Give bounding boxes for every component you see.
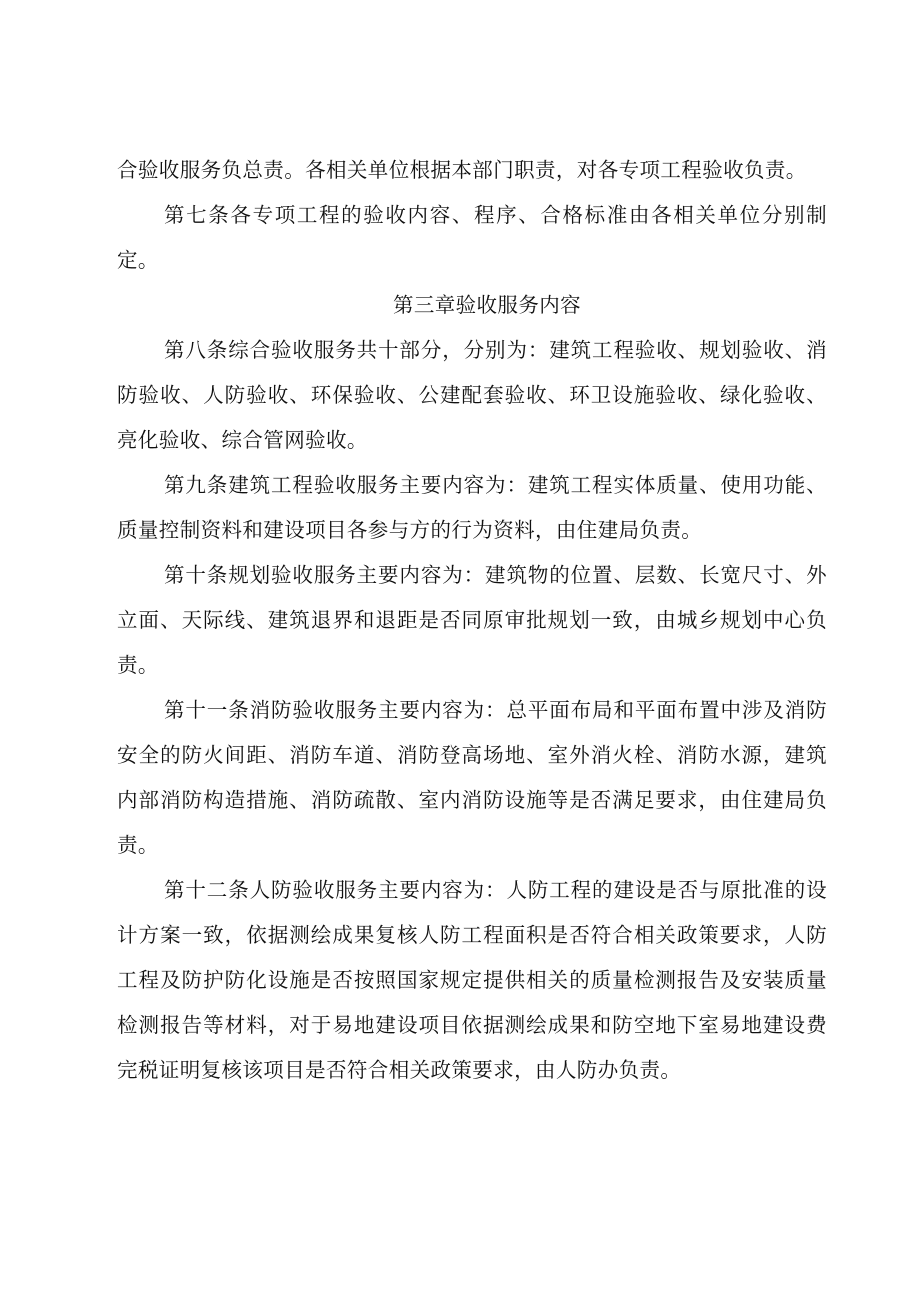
article-7: 第七条各专项工程的验收内容、程序、合格标准由各相关单位分别制定。 (117, 203, 827, 272)
article-8: 第八条综合验收服务共十部分，分别为：建筑工程验收、规划验收、消防验收、人防验收、环保验收、公建配套验收、环卫设施验收、绿化验收、亮化验收、综合管网验收。 (117, 338, 827, 452)
article-11: 第十一条消防验收服务主要内容为：总平面布局和平面布置中涉及消防安全的防火间距、消防车道、消防登高场地、室外消火栓、消防水源，建筑内部消防构造措施、消防疏散、室内消防设施等是否满足要求，由住建局负责。 (117, 698, 827, 857)
article-10: 第十条规划验收服务主要内容为：建筑物的位置、层数、长宽尺寸、外立面、天际线、建筑退界和退距是否同原审批规划一致，由城乡规划中心负责。 (117, 563, 827, 677)
document-page (117, 148, 827, 1093)
article-9: 第九条建筑工程验收服务主要内容为：建筑工程实体质量、使用功能、质量控制资料和建设项目各参与方的行为资料，由住建局负责。 (117, 473, 827, 542)
paragraph-continuation: 合验收服务负总责。各相关单位根据本部门职责，对各专项工程验收负责。 (117, 158, 807, 182)
chapter-heading: 第三章验收服务内容 (392, 293, 582, 317)
article-12: 第十二条人防验收服务主要内容为：人防工程的建设是否与原批准的设计方案一致，依据测绘成果复核人防工程面积是否符合相关政策要求，人防工程及防护防化设施是否按照国家规定提供相关的质量检测报告及安装质量检测报告等材料，对于易地建设项目依据测绘成果和防空地下室易地建设费完税证明复核该项目是否符合相关政策要求，由人防办负责。 (117, 878, 827, 1082)
